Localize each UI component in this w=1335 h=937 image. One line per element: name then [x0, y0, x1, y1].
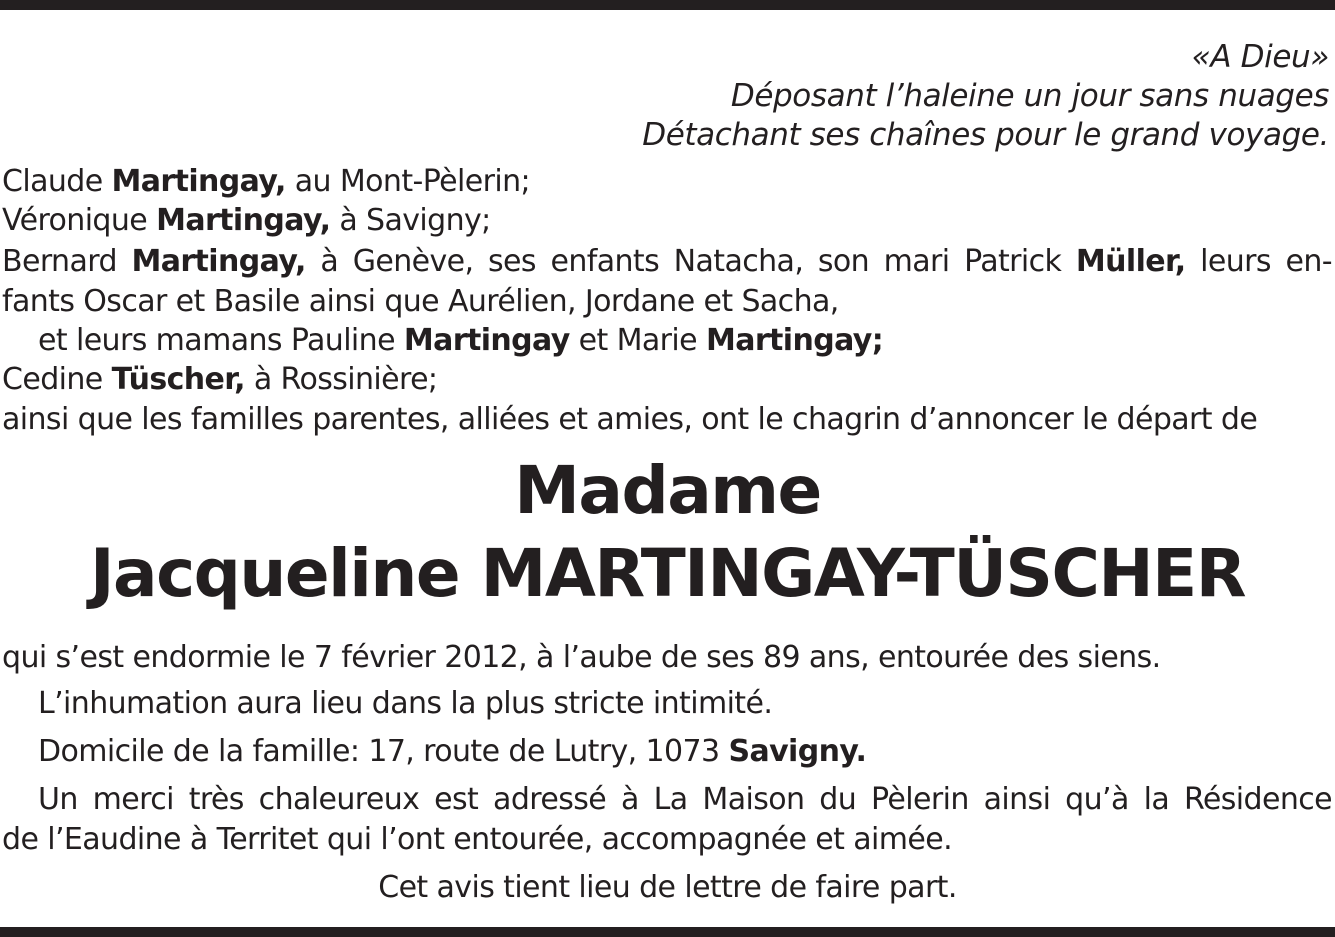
surname: Tüscher, — [111, 362, 245, 397]
family-line-cedine: Cedine Tüscher, à Rossinière; — [2, 362, 438, 397]
deceased-title: Madame — [514, 452, 821, 529]
passed-away-line: qui s’est endormie le 7 février 2012, à l’aube de ses 89 ans, entourée des siens. — [2, 640, 1161, 675]
deceased-name: Jacqueline MARTINGAY-TÜSCHER — [89, 535, 1246, 612]
poem-line-2: Déposant l’haleine un jour sans nuages — [730, 78, 1329, 114]
announcement-line: ainsi que les familles parentes, alliées et amies, ont le chagrin d’annoncer le départ de — [2, 402, 1258, 437]
surname: Martingay, — [156, 203, 331, 238]
family-line-bernard: Bernard Martingay, à Genève, ses enfants Natacha, son mari Patrick Müller, leurs en- — [2, 244, 1333, 279]
poem-line-3: Détachant ses chaînes pour le grand voyage. — [642, 117, 1329, 153]
burial-line: L’inhumation aura lieu dans la plus stricte intimité. — [38, 686, 773, 721]
poem-line-1: «A Dieu» — [1191, 39, 1329, 75]
family-line-mothers: et leurs mamans Pauline Martingay et Marie Martingay; — [38, 323, 884, 358]
surname: Martingay — [403, 323, 570, 358]
top-border-rule — [0, 0, 1335, 10]
poem — [642, 38, 1329, 155]
thanks-line-1: Un merci très chaleureux est adressé à La Maison du Pèlerin ainsi qu’à la Résidence — [38, 782, 1332, 817]
bottom-border-rule — [0, 927, 1335, 937]
surname: Müller, — [1075, 244, 1186, 279]
notice-line: Cet avis tient lieu de lettre de faire part. — [378, 870, 957, 905]
thanks-line-2: de l’Eaudine à Territet qui l’ont entourée, accompagnée et aimée. — [2, 822, 953, 857]
family-line-veronique: Véronique Martingay, à Savigny; — [2, 203, 491, 238]
domicile-line: Domicile de la famille: 17, route de Lutry, 1073 Savigny. — [38, 734, 867, 769]
city: Savigny. — [728, 734, 867, 769]
surname: Martingay, — [111, 164, 286, 199]
surname: Martingay; — [705, 323, 884, 358]
family-line-children: fants Oscar et Basile ainsi que Aurélien, Jordane et Sacha, — [2, 284, 839, 319]
family-line-claude: Claude Martingay, au Mont-Pèlerin; — [2, 164, 530, 199]
surname: Martingay, — [131, 244, 306, 279]
